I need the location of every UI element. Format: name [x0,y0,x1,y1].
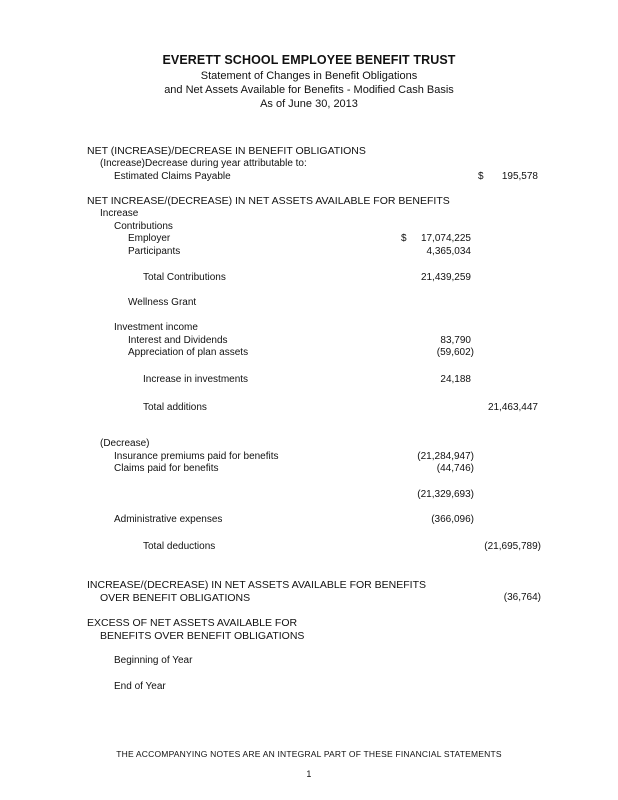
increase-investments-label: Increase in investments [143,374,249,385]
increase-investments-value: 24,188 [440,374,471,385]
footer-note: THE ACCOMPANYING NOTES ARE AN INTEGRAL PART OF THESE FINANCIAL STATEMENTS [116,749,502,759]
document-subtitle-basis: and Net Assets Available for Benefits - Modified Cash Basis [164,84,454,96]
beginning-of-year-label: Beginning of Year [114,655,193,666]
decrease-label: (Decrease) [100,438,150,449]
document-subtitle: Statement of Changes in Benefit Obligations [200,70,418,82]
document-date: As of June 30, 2013 [260,98,358,110]
section-benefit-obligations-heading: NET (INCREASE)/DECREASE IN BENEFIT OBLIGATIONS [87,145,366,157]
administrative-expenses-label: Administrative expenses [114,514,223,525]
investment-income-label: Investment income [114,322,198,333]
participants-value: 4,365,034 [426,246,471,257]
interest-dividends-value: 83,790 [440,335,471,346]
insurance-premiums-value: (21,284,947) [417,451,474,462]
insurance-premiums-label: Insurance premiums paid for benefits [114,451,279,462]
currency-symbol: $ [401,233,407,244]
currency-symbol: $ [478,171,484,182]
estimated-claims-payable-label: Estimated Claims Payable [114,171,231,182]
total-additions-value: 21,463,447 [487,402,538,413]
employer-label: Employer [128,233,171,244]
deductions-subtotal-value: (21,329,693) [417,489,474,500]
section-net-assets-heading: NET INCREASE/(DECREASE) IN NET ASSETS AVAILABLE FOR BENEFITS [87,195,450,207]
end-of-year-label: End of Year [114,681,166,692]
wellness-grant-label: Wellness Grant [128,297,197,308]
increase-label: Increase [100,208,139,219]
interest-dividends-label: Interest and Dividends [128,335,228,346]
total-deductions-label: Total deductions [143,541,216,552]
document-title: EVERETT SCHOOL EMPLOYEE BENEFIT TRUST [162,53,456,67]
total-additions-label: Total additions [143,402,207,413]
administrative-expenses-value: (366,096) [431,514,474,525]
net-change-heading-continued: OVER BENEFIT OBLIGATIONS [100,592,251,604]
claims-paid-label: Claims paid for benefits [114,463,219,474]
page-number: 1 [306,769,312,779]
total-contributions-value: 21,439,259 [420,272,471,283]
estimated-claims-payable-value: 195,578 [501,171,538,182]
claims-paid-value: (44,746) [436,463,474,474]
appreciation-value: (59,602) [436,347,474,358]
total-deductions-value: (21,695,789) [484,541,541,552]
net-change-heading: INCREASE/(DECREASE) IN NET ASSETS AVAILABLE FOR BENEFITS [87,579,427,591]
total-contributions-label: Total Contributions [143,272,226,283]
excess-net-assets-heading-continued: BENEFITS OVER BENEFIT OBLIGATIONS [100,630,305,642]
participants-label: Participants [128,246,181,257]
contributions-label: Contributions [114,221,173,232]
net-change-value: (36,764) [503,592,541,603]
employer-value: 17,074,225 [420,233,471,244]
excess-net-assets-heading: EXCESS OF NET ASSETS AVAILABLE FOR [87,617,298,629]
section-benefit-obligations-subheading: (Increase)Decrease during year attributable to: [100,158,307,169]
appreciation-label: Appreciation of plan assets [128,347,249,358]
